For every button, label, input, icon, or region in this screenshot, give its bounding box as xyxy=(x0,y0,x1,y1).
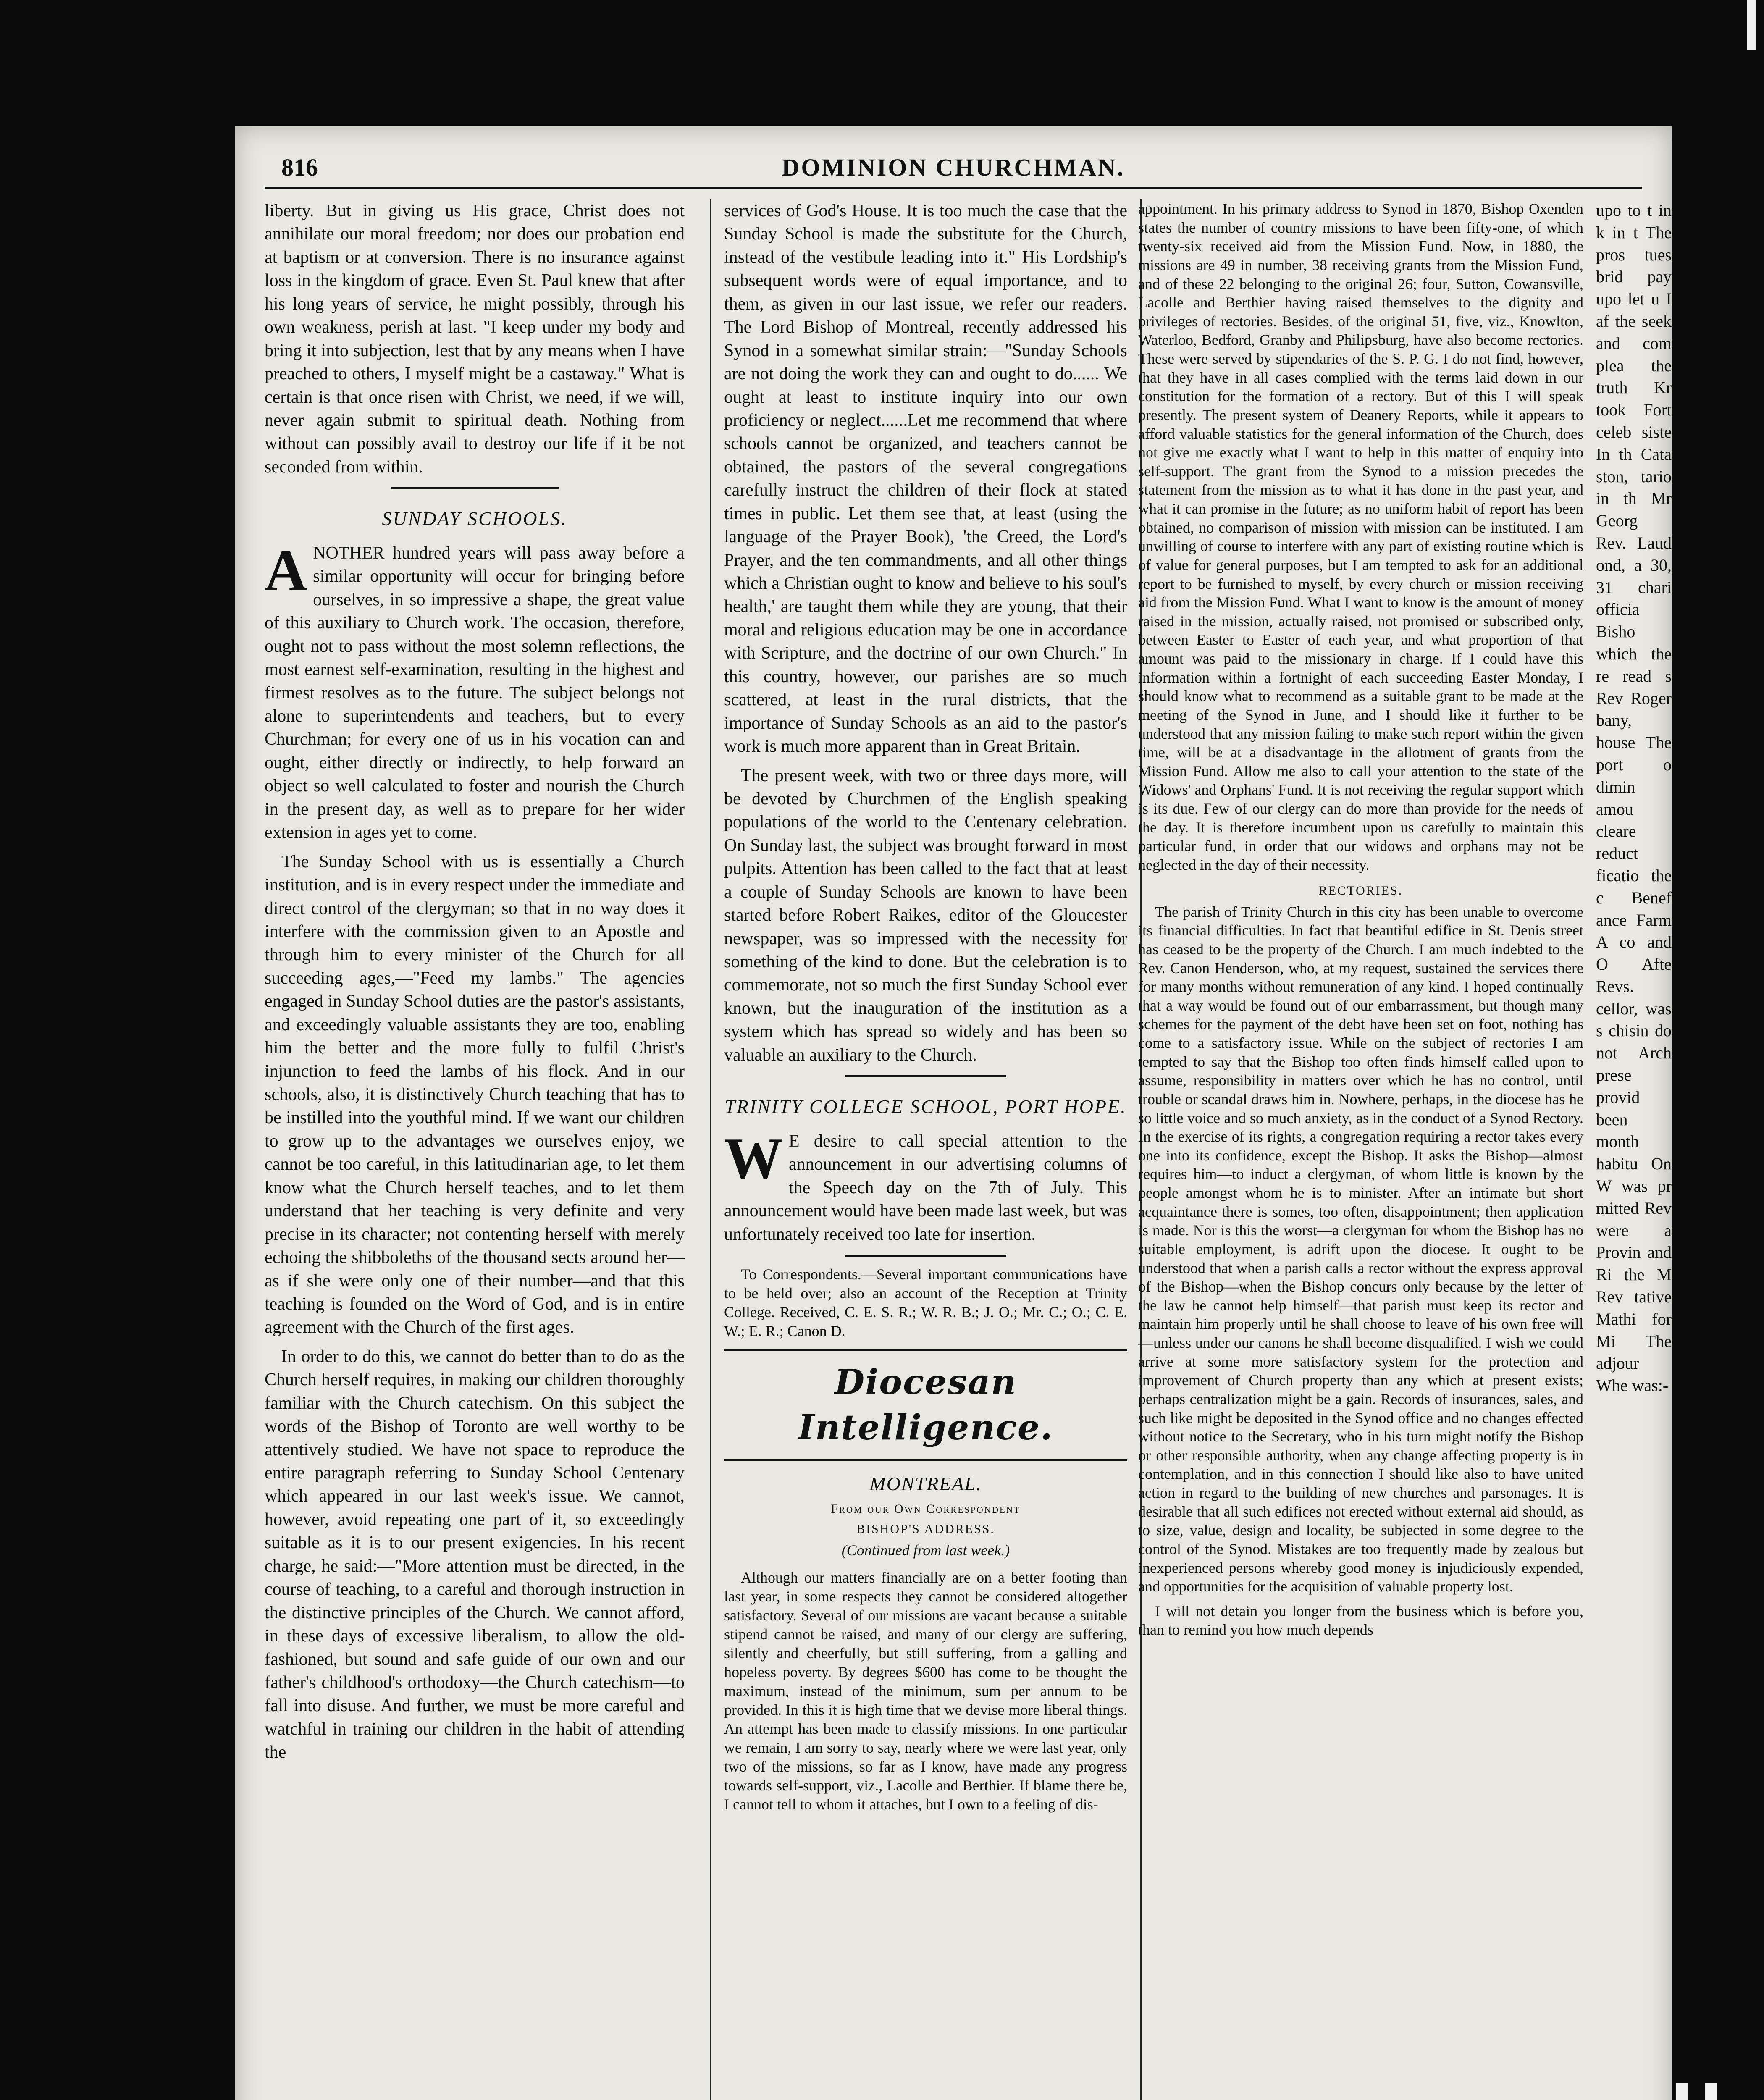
newspaper-page xyxy=(235,126,1672,2100)
paragraph-text: E desire to call special attention to the announcement in our advertising columns of the Speech day on the 7th of July. This announcement would have been made last week, but was unfortunately received too late for insertion. xyxy=(724,1131,1127,1244)
article-title-trinity-college: TRINITY COLLEGE SCHOOL, PORT HOPE. xyxy=(724,1096,1127,1118)
paragraph-text: NOTHER hundred years will pass away before a similar opportunity will occur for bringing before ourselves, in so impressive a shape, the great value of this auxiliary to Church work. The occasion, therefore, ought not to pass without the most solemn reflections, the most earnest self-examination, resulting in the highest and firmest resolves as to the future. The subject belongs not alone to superintendents and teachers, but to every Churchman; for every one of us in his vocation can and ought, either directly or indirectly, to help forward an object so well calculated to foster and nourish the Church in the present day, as well as to prepare for her wider extension in ages yet to come. xyxy=(265,543,685,843)
page-number: 816 xyxy=(281,154,318,181)
column-2 xyxy=(710,200,1142,2100)
section-banner: Diocesan Intelligence. xyxy=(798,1362,1053,1448)
address-heading: BISHOP'S ADDRESS. xyxy=(856,1522,995,1536)
drop-cap: A xyxy=(265,538,307,603)
drop-cap: W xyxy=(724,1126,783,1191)
divider xyxy=(724,1459,1127,1461)
edge-mark xyxy=(1747,0,1756,50)
article-paragraph: Although our matters financially are on a better footing than last year, in some respects they cannot be considered altogether satisfactory. Several of our missions are vacant because a suitable stipend cannot be raised, and many of our clergy are suffering, silently and cheerfully, but still suffering, from a galling and hopeless poverty. By degrees $600 has come to be thought the maximum, instead of the minimum, sum per annum to be provided. In this it is high time that we devise more liberal things. An attempt has been made to classify missions. In one particular we remain, I am sorry to say, nearly where we were last year, only two of the missions, so far as I know, have made any progress towards self-support, viz., Lacolle and Berthier. If blame there be, I cannot tell to whom it attaches, but I own to a feeling of dis- xyxy=(724,1569,1127,1813)
article-paragraph: The present week, with two or three days more, will be devoted by Churchmen of the English speaking populations of the world to the Centenary celebration. On Sunday last, the subject was brought forward in most pulpits. Attention has been called to the fact that at least a couple of Sunday Schools are known to have been started before Robert Raikes, editor of the Gloucester newspaper, was so impressed with the necessity for something of the kind to done. But the celebration is to commemorate, not so much the first Sunday School ever known, but the inauguration of the institution as a system which has spread so widely and has been so valuable an auxiliary to the Church. xyxy=(724,766,1127,1065)
correspondents-notice: To Correspondents.—Several important communications have to be held over; also an account of the Reception at Trinity College. Received, C. E. S. R.; W. R. B.; J. O.; Mr. C.; O.; C. E. W.; E. R.; Canon D. xyxy=(724,1266,1127,1340)
article-paragraph xyxy=(724,1126,1127,1246)
article-paragraph xyxy=(265,538,685,845)
cropped-text: upo to t in k in t The pros tues brid pay upo let u I af the seek and com plea the truth Kr took Fort celeb siste In th Cata ston, tario in th Mr Georg Rev. Laud ond, a 30, 31 chari officia Bisho which the re read s Rev Roger bany, house The port o dimin amou cleare reduct ficatio the c Benef ance Farm A co and O Afte Revs. cellor, was s chisin do not Arch prese provid been month habitu On W was pr mitted Rev were a Provin and Ri the M Rev tative Mathi for Mi The adjour Whe was:- xyxy=(1596,201,1672,1395)
edge-mark xyxy=(1676,2083,1688,2100)
divider xyxy=(845,1075,1006,1077)
article-paragraph: appointment. In his primary address to Synod in 1870, Bishop Oxenden states the number of country missions to have been fifty-one, of which twenty-six received aid from the Mission Fund. Now, in 1880, the missions are 49 in number, 38 receiving grants from the Mission Fund, and of these 22 belonging to the original 26; four, Sutton, Cowansville, Lacolle and Berthier having raised themselves to the dignity and privileges of rectories. Besides, of the original 51, five, viz., Knowlton, Waterloo, Bedford, Granby and Philipsburg, have also become rectories. These were served by stipendaries of the S. P. G. I do not find, however, that they have in all cases complied with the terms laid down in our constitution for the formation of a rectory. But of this I will speak presently. The present system of Deanery Reports, while it appears to afford valuable statistics for the general information of the Church, does not give me exactly what I want to help in this matter of enquiry into self-support. The grant from the Synod to a mission precedes the statement from the mission as to what it has done in the past year, and what it can promise in the future; as no uniform habit of report has been obtained, no comparison of mission with mission can be instituted. I am unwilling of course to interfere with any part of existing routine which is of value for general purposes, but I am tempted to ask for an additional report to be furnished to myself, by every church or mission receiving aid from the Mission Fund. What I want to know is the amount of money raised in the mission, actually raised, not promised or subscribed only, between Easter to Easter of each year, and what proportion of that amount was paid to the missionary in charge. If I could have this information within a fortnight of each succeeding Easter Monday, I should know what to recommend as a suitable grant to be made at the meeting of the Synod in June, and I should like it further to be understood that any mission failing to make such report within the given time, will be at a disadvantage in the allotment of grants from the Mission Fund. Allow me also to call your attention to the state of the Widows' and Orphans' Fund. It is not receiving the regular support which is its due. Few of our clergy can do more than provide for the needs of the day. It is therefore incumbent upon us carefully to maintain this particular fund, in order that our widows and orphans may not be neglected in the day of their necessity. xyxy=(1138,200,1583,873)
diocese-heading: MONTREAL. xyxy=(869,1473,982,1494)
column-3 xyxy=(1138,200,1583,2100)
article-paragraph: services of God's House. It is too much the case that the Sunday School is made the substitute for the Church, instead of the vestibule leading into it." His Lordship's subsequent words were of equal importance, and to them, as given in our last issue, we refer our readers. The Lord Bishop of Montreal, recently addressed his Synod in a somewhat similar strain:—"Sunday Schools are not doing the work they can and ought to do...... We ought at least to institute inquiry into our own proficiency or neglect......Let me recommend that where schools cannot be organized, and teachers cannot be obtained, the pastors of the several congregations carefully instruct the children of their flock at stated times in public. Let them see that, at least (using the language of the Prayer Book), 'the Creed, the Lord's Prayer, and the ten commandments, and all other things which a Christian ought to know and believe to his soul's health,' are taught them while they are young, that their moral and religious education may be one in accordance with Scripture, and the doctrine of our own Church." In this country, however, our parishes are so much scattered, at least in the rural districts, that the importance of Sunday Schools as an aid to the pastor's work is much more apparent than in Great Britain. xyxy=(724,201,1127,756)
article-paragraph: In order to do this, we cannot do better than to do as the Church herself requires, in making our children thoroughly familiar with the Church catechism. On this subject the words of the Bishop of Toronto are well worthy to be attentively studied. We have not space to reproduce the entire paragraph referring to Sunday School Centenary which appeared in our last week's issue. We cannot, however, avoid repeating one part of it, so exceedingly suitable as it is to our present exigencies. In his recent charge, he said:—"More attention must be directed, in the course of teaching, to a careful and thorough instruction in the distinctive principles of the Church. We cannot afford, in these days of excessive liberalism, to allow the old-fashioned, but sound and safe guide of our own and our father's childhood's orthodoxy—the Church catechism—to fall into disuse. And further, we must be more careful and watchful in training our children in the habit of attending the xyxy=(265,1347,685,1762)
article-paragraph: The Sunday School with us is essentially a Church institution, and is in every respect under the immediate and direct control of the clergyman; so that in no way does it interfere with the commission given to an Apostle and through him to every minister of the Church for all succeeding ages,—"Feed my lambs." The agencies engaged in Sunday School duties are the pastor's assistants, and exceedingly valuable assistants they are too, enabling him the better and the more fully to fulfil Christ's injunction to feed the lambs of his flock. And in our schools, also, it is distinctively Church teaching that has to be instilled into the youthful mind. If we want our children to grow up to the advantages we ourselves enjoy, we cannot be too careful, in this latitudinarian age, to let them know what the Church herself teaches, and to let them understand that her teaching is very definite and very precise in its character; not contenting herself with merely echoing the shibboleths of the thousand sects around her—as if she were only one of their number—and that this teaching is founded on the Word of God, and is in entire agreement with the Church of the first ages. xyxy=(265,852,685,1337)
divider xyxy=(724,1349,1127,1351)
column-4-cropped xyxy=(1596,200,1672,2100)
article-paragraph: liberty. But in giving us His grace, Christ does not annihilate our moral freedom; nor does our probation end at baptism or at conversion. There is no insurance against loss in the kingdom of grace. Even St. Paul knew that after his long years of service, he might possibly, through his own weakness, perish at last. "I keep under my body and bring it into subjection, lest that by any means when I have preached to others, I myself might be a castaway." What is certain is that once risen with Christ, we need, if we will, never again submit to spiritual death. Nothing from without can possibly avail to destroy our life if it be not seconded from within. xyxy=(265,201,685,477)
page-header xyxy=(265,149,1642,189)
article-paragraph: The parish of Trinity Church in this city has been unable to overcome its financial difficulties. In fact that beautiful edifice in St. Denis street has ceased to be the property of the Church. I am much indebted to the Rev. Canon Henderson, who, at my request, sustained the services there for many months without remuneration of any kind. I hoped continually that a way would be found out of our embarrassment, but though many schemes for the payment of the debt have been set on foot, nothing has come to a satisfactory issue. While on the subject of rectories I am tempted to say that the Bishop too often finds himself called upon to assume, responsibility in matters over which he has no control, until trouble or scandal draws him in. Nowhere, perhaps, in the diocese has he so little voice and so much anxiety, as in the conduct of a Synod Rectory. In the exercise of its rights, a congregation requiring a rector takes every one into its confidence, except the Bishop. It asks the Bishop—almost requires him—to induct a clergyman, of whom little is known by the people amongst whom he is to minister. After an intimate but short acquaintance there is somes, too often, disappointment; then application is made. Nor is this the worst—a clergyman for whom the Bishop has no suitable employment, is adrift upon the diocese. It ought to be understood that when a parish calls a rector without the express approval of the Bishop—when the Bishop concurs only because by the letter of the law he cannot help himself—that parish must keep its rector and maintain him properly until he shall choose to leave of his own free will—unless under our canons he shall become disqualified. I wish we could arrive at some more satisfactory system for the protection and improvement of Church property than any which at present exists; perhaps centralization might be a gain. Records of insurances, sales, and such like might be deposited in the Synod office and no changes effected without notice to the Secretary, who in his turn might notify the Bishop or other responsible authority, when any change affecting property is in contemplation, and in this connection I should like also to have united action in regard to the building of new churches and parsonages. It is desirable that all such edifices not erected without external aid should, as to size, value, design and locality, be subjected in some degree to the control of the Synod. Mistakes are too frequently made by zealous but inexperienced persons whereby good money is injudiciously expended, and opportunities for the acquisition of valuable property lost. xyxy=(1138,903,1583,1595)
rectories-heading: RECTORIES. xyxy=(1318,883,1403,898)
byline: From our Own Correspondent xyxy=(831,1502,1021,1516)
divider xyxy=(391,487,559,489)
edge-mark xyxy=(1705,2083,1717,2100)
continued-note: (Continued from last week.) xyxy=(841,1542,1010,1559)
masthead: DOMINION CHURCHMAN. xyxy=(782,154,1125,181)
column-1 xyxy=(265,200,685,2100)
divider xyxy=(845,1255,1006,1257)
article-paragraph: I will not detain you longer from the business which is before you, than to remind you how much depends xyxy=(1138,1602,1583,1638)
article-title-sunday-schools: SUNDAY SCHOOLS. xyxy=(382,508,567,530)
